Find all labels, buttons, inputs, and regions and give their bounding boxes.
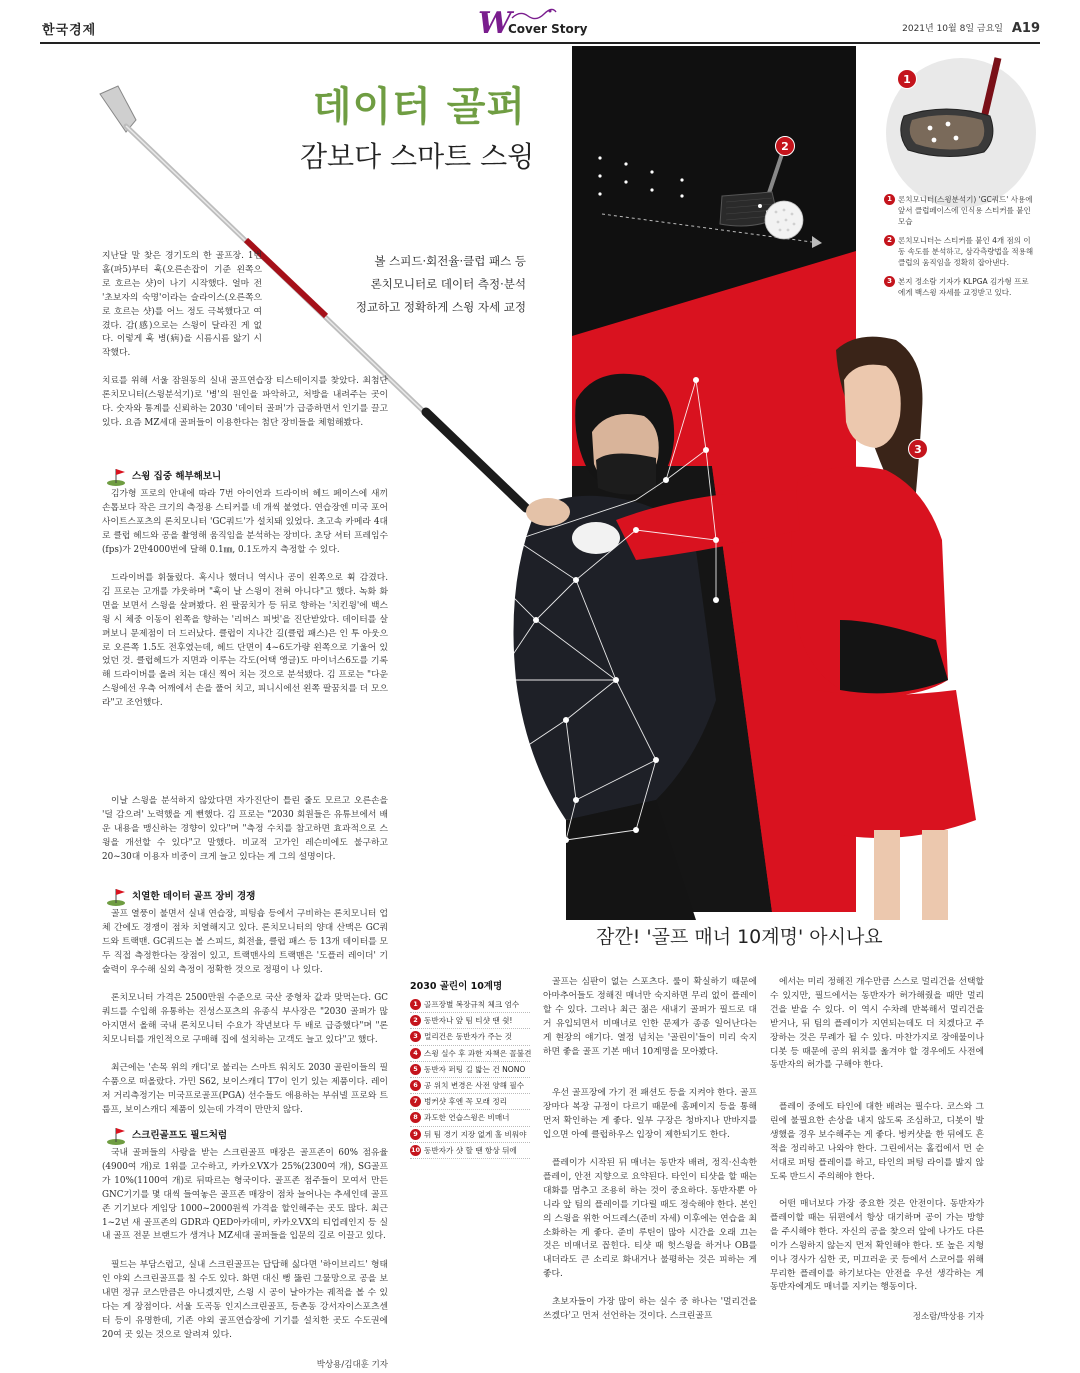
caption-item xyxy=(884,235,1034,268)
manners-column-2 xyxy=(770,976,984,1325)
golf-flag-icon xyxy=(106,467,128,487)
golf-flag-icon xyxy=(106,887,128,907)
caption-text: 론치모니터는 스티커를 붙인 4개 점의 이동 속도를 분석하고, 삼각측량법을 적용해 클럽의 움직임을 정확히 잡아낸다. xyxy=(898,236,1034,267)
rule-number: 9 xyxy=(410,1129,421,1140)
body-paragraph: 초보자들이 가장 많이 하는 실수 중 하나는 '멀리건을 쓰겠다'고 먼저 선언하는 것이다. 스크린골프 xyxy=(543,1297,757,1321)
body-paragraph: 플레이가 시작된 뒤 매너는 동반자 배려, 정직·신속한 플레이, 안전 지향으로 요약된다. 타인이 티샷을 할 때는 대화를 멈추고 조용히 하는 것이 중요하다. 동반자뿐 아니라 앞 팀의 플레이를 기다릴 때도 정숙해야 한다. 본인의 스윙을 위한 어드레스(준비 자세) 이후에는 연습을 최소화하는 게 좋다. 준비 루틴이 많아 시간을 오래 끄는 것은 비매너로 꼽힌다. 티샷 때 헛스윙을 하거나 OB를 내더라도 큰 소리로 화내거나 불평하는 것은 피하는 게 좋다. xyxy=(543,1158,757,1280)
body-paragraph: 에서는 미리 정해진 개수만큼 스스로 멀리건을 선택할 수 있지만, 필드에서는 동반자가 허가해줬을 때만 멀리건을 받을 수 있다. 이 역시 수차례 반복해서 멀리건을 받거나, 뒤 팀의 플레이가 지연되는데도 더 치겠다고 주장하는 것은 무례가 될 수 있다. 마찬가지로 장애물이나 디봇 등 때문에 공의 위치를 옮겨야 할 경우에도 사전에 동반자의 허가를 구해야 한다. xyxy=(770,977,984,1071)
ten-rules-box xyxy=(410,978,530,1159)
rule-text: 뒤 팀 경기 지장 없게 홀 비워야 xyxy=(424,1129,527,1139)
body-paragraph: 국내 골퍼들의 사랑을 받는 스크린골프 매장은 골프존이 60% 점유율(4900여 개)로 1위를 고수하고, 카카오VX가 25%(2300여 개), SG골프가 10%(1100여 개)로 뒤따르는 형국이다. 골프존 점주들이 모여서 만든 GNC기기를 몇 대씩 들여놓은 골프존 매장이 점차 늘어나는 추세인데 골프존 기기보다 게임당 1000~2000원씩 가격을 할인해주는 곳도 많다. 최근 1~2년 새 골프존의 GDR과 QED아카데미, 카카오VX의 티업레인지 등 실내 골프 전문 브랜드가 생겨나 MZ세대 골퍼들을 입문의 길로 이끌고 있다. xyxy=(102,1148,388,1242)
section-heading-text: 스윙 집중 해부해보니 xyxy=(132,471,222,482)
rule-item xyxy=(410,1062,530,1078)
rule-number: 3 xyxy=(410,1031,421,1042)
rule-number: 10 xyxy=(410,1145,421,1154)
ten-rules-list xyxy=(410,997,530,1159)
section-heading xyxy=(102,1126,388,1144)
issue-info xyxy=(902,21,1040,36)
article-intro xyxy=(102,250,388,459)
deck-line: 정교하고 정확하게 스윙 자세 교정 xyxy=(355,300,526,314)
body-paragraph: 드라이버를 휘둘렀다. 혹시나 했더니 역시나 공이 왼쪽으로 휙 감겼다. 김 프로는 고개를 갸웃하며 "훅이 날 스윙이 전혀 아니다"고 했다. 녹화 화면을 보면서 스윙을 살펴봤다. 왼 팔꿈치가 등 뒤로 향하는 '치킨윙'에 백스윙 시 체중 이동이 왼쪽을 향하는 '리버스 피벗'을 진단받았다. 데이터를 살펴보니 문제점이 더 드러났다. 클럽이 지나간 길(클럽 패스)은 인 투 아웃으로 오른쪽 1.5도 전후였는데, 헤드 단면이 4~6도가량 왼쪽으로 기울어 있었던 것. 클럽헤드가 지면과 이루는 각도(어택 앵글)도 마이너스6도를 기록해 드라이버를 올려 치는 대신 찍어 치는 것으로 분석됐다. 김 프로는 "다운스윙에선 우측 어깨에서 손을 풀어 치고, 피니시에선 왼쪽 팔꿈치를 더 모으라"고 조언했다. xyxy=(102,573,388,709)
headline: 데이터 골퍼 xyxy=(312,84,526,130)
rule-text: 동반자나 앞 팀 티샷 땐 쉿! xyxy=(424,1016,513,1026)
body-paragraph: 이날 스윙을 분석하지 않았다면 자가진단이 틀린 줄도 모르고 오른손을 '덜 감으려' 노력했을 게 뻔했다. 김 프로는 "2030 회원들은 유튜브에서 배운 내용을 맹신하는 경향이 있다"며 "측정 수치를 참고하면 효과적으로 스윙을 개선할 수 있다"고 말했다. 비교적 고가인 레슨비에도 불구하고 20~30대 이용자 비중이 크게 늘고 있다는 게 그의 설명이다. xyxy=(102,796,388,862)
body-paragraph: 최근에는 '손목 위의 캐디'로 불리는 스마트 워치도 2030 골린이들의 필수품으로 떠올랐다. 가민 S62, 보이스캐디 T7이 인기 있는 제품이다. 레이저 거리측정기는 미국프로골프(PGA) 선수들도 애용하는 부쉬넬 프로와 트룹프, 보이스캐디 제품이 있는데 가격이 만만치 않다. xyxy=(102,1063,388,1115)
rule-text: 과도한 연습스윙은 비매너 xyxy=(424,1113,510,1123)
rule-item xyxy=(410,1094,530,1110)
body-paragraph: 론치모니터 가격은 2500만원 수준으로 국산 중형차 값과 맞먹는다. GC쿼드를 수입해 유통하는 진성스포츠의 유종식 부사장은 "2030 골퍼가 많아지면서 올해 국내 론치모니터 수요가 작년보다 두 배로 급증했다"며 "론치모니터를 개인적으로 구매해 집에 설치하는 고객도 늘고 있다"고 했다. xyxy=(102,993,388,1045)
rule-number: 4 xyxy=(410,1048,421,1059)
rule-number: 8 xyxy=(410,1112,421,1123)
rule-text: 멀리건은 동반자가 주는 것 xyxy=(424,1032,512,1042)
rule-number: 2 xyxy=(410,1015,421,1026)
caption-number: 3 xyxy=(884,276,895,287)
intro-paragraph: 지난달 말 찾은 경기도의 한 골프장. 1번홀(파5)부터 훅(오른손잡이 기준 왼쪽으로 흐르는 샷)이 나기 시작했다. 얼마 전 '초보자의 숙명'이라는 슬라이스(오른쪽으로 흐르는 샷)를 어느 정도 극복했다고 여겼다. 감(感)으로는 스윙이 달라진 게 없다. 이렇게 훅 병(病)을 시름시름 앓기 시작했다. xyxy=(102,251,262,359)
callout-badge-2: 2 xyxy=(775,136,795,156)
section-heading-text: 치열한 데이터 골프 장비 경쟁 xyxy=(132,891,256,902)
rule-number: 6 xyxy=(410,1080,421,1091)
article-byline: 박상용/김대훈 기자 xyxy=(316,1360,388,1370)
deck-line: 론치모니터로 데이터 측정·분석 xyxy=(370,277,526,291)
body-paragraph: 골프 열풍이 불면서 실내 연습장, 피팅숍 등에서 구비하는 론치모니터 업체 간에도 경쟁이 점차 치열해지고 있다. 론치모니터의 양대 산맥은 GC쿼드와 트랙맨. GC쿼드는 볼 스피드, 회전율, 클럽 패스 등 13개 데이터를 모두 직접 측정한다는 장점이 있고, 트랙맨사의 트랙맨은 '도플러 레이더' 기술력이 우수해 실외 측정이 정확한 것으로 정평이 나 있다. xyxy=(102,909,388,975)
logo-wave-icon xyxy=(510,8,558,22)
body-paragraph: 우선 골프장에 가기 전 패션도 등을 지켜야 한다. 골프장마다 복장 규정이 다르기 때문에 홈페이지 등을 통해 먼저 확인하는 게 좋다. 일부 구장은 청바지나 반바지를 입으면 아예 클럽하우스 입장이 제한되기도 한다. xyxy=(543,1088,757,1140)
rule-text: 골프장별 복장규칙 체크 엄수 xyxy=(424,1000,520,1009)
callout-badge-1: 1 xyxy=(897,69,917,89)
rule-text: 동반자 퍼팅 길 밟는 건 NONO xyxy=(424,1064,526,1074)
body-paragraph: 필드는 부담스럽고, 실내 스크린골프는 답답해 싫다면 '하이브리드' 형태인 야외 스크린골프를 칠 수도 있다. 화면 대신 뻥 뚫린 그물망으로 공을 보내면 정규 코스만큼은 아니겠지만, 스윙 시 공이 날아가는 궤적을 볼 수 있다는 게 장점이다. 서울 도곡동 인지스크린골프, 등촌동 강서자이스포츠센터 등이 유명한데, 기존 야외 골프연습장에 기기를 설치한 곳도 수도권에 20여 곳 있는 것으로 알려져 있다. xyxy=(102,1260,388,1340)
subheadline: 감보다 스마트 스윙 xyxy=(300,140,535,173)
manners-byline: 정소람/박상용 기자 xyxy=(912,1312,984,1322)
body-paragraph: 골프는 심판이 없는 스포츠다. 룰이 확실하기 때문에 아마추어들도 정해진 매너만 숙지하면 무리 없이 플레이할 수 있다. 그러나 최근 젊은 새내기 골퍼가 필드로 대거 유입되면서 비매너로 인한 문제가 종종 일어난다는 게 현장의 얘기다. 열정 넘치는 '골린이'들이 미리 숙지하면 좋을 골프 기본 매너 10계명을 모아봤다. xyxy=(543,977,757,1057)
rule-text: 동반자가 샷 할 땐 항상 뒤에 xyxy=(424,1145,517,1155)
rule-item xyxy=(410,1046,530,1062)
rule-text: 스윙 실수 후 과한 자책은 꼴불견 xyxy=(424,1048,532,1058)
rule-item xyxy=(410,1143,530,1159)
newspaper-name: 한국경제 xyxy=(42,23,97,38)
body-paragraph: 김가형 프로의 안내에 따라 7번 아이언과 드라이버 헤드 페이스에 새끼손톱보다 작은 크기의 측정용 스티커를 네 개씩 붙였다. 연습장엔 미국 포어사이트스포츠의 론치모니터 'GC쿼드'가 설치돼 있었다. 초고속 카메라 4대로 클럽 헤드와 공을 촬영해 움직임을 분석하는 장비다. 초당 셔터 프레임수(fps)가 2만4000번에 달해 0.1㎜, 0.1도까지 측정할 수 있다. xyxy=(102,489,388,555)
caption-text: 론치모니터(스윙분석기) 'GC쿼드' 사용에 앞서 클럽페이스에 인식용 스티커를 붙인 모습 xyxy=(898,195,1033,226)
manners-title: 잠깐! '골프 매너 10계명' 아시나요 xyxy=(596,926,883,948)
section-heading xyxy=(102,887,388,905)
logo-letter: W xyxy=(478,6,512,41)
rule-number: 1 xyxy=(410,999,421,1010)
photo-captions xyxy=(884,194,1034,306)
body-paragraph: 어떤 매너보다 가장 중요한 것은 안전이다. 동반자가 플레이할 때는 뒤편에서 항상 대기하며 공이 가는 방향을 주시해야 한다. 자신의 공을 찾으러 앞에 나가도 다른 이가 스윙하지 않는지 먼저 확인해야 한다. 또 높은 지형이나 경사가 심한 곳, 미끄러운 곳 등에서 스코어를 위해 무리한 플레이를 하기보다는 안전을 우선 생각하는 게 동반자에게도 매너를 지키는 행동이다. xyxy=(770,1199,984,1293)
body-paragraph: 플레이 중에도 타인에 대한 배려는 필수다. 코스와 그린에 불필요한 손상을 내지 않도록 조심하고, 디봇이 발생했을 경우 보수해주는 게 좋다. 벙커샷을 한 뒤에도 흔적을 정리하고 나와야 한다. 그린에서는 홀컵에서 먼 순서대로 퍼팅 플레이를 하고, 타인의 퍼팅 라이를 밟지 않도록 반드시 주의해야 한다. xyxy=(770,1102,984,1182)
callout-badge-3: 3 xyxy=(908,439,928,459)
rule-item xyxy=(410,1127,530,1143)
section-heading xyxy=(102,467,388,485)
rule-number: 7 xyxy=(410,1096,421,1107)
instructor-figure xyxy=(514,374,717,920)
masthead xyxy=(40,6,1040,44)
manners-column-1 xyxy=(543,976,757,1324)
golf-flag-icon xyxy=(106,1126,128,1146)
rule-item xyxy=(410,1029,530,1045)
section-heading-text: 스크린골프도 필드처럼 xyxy=(132,1130,228,1141)
issue-date: 2021년 10월 8일 금요일 xyxy=(902,24,1003,34)
caption-item xyxy=(884,276,1034,298)
rule-item xyxy=(410,1078,530,1094)
caption-number: 1 xyxy=(884,194,895,205)
rule-text: 벙커샷 후엔 꼭 모래 정리 xyxy=(424,1097,508,1107)
caption-text: 본지 정소람 기자가 KLPGA 김가형 프로에게 백스윙 자세를 교정받고 있다. xyxy=(898,277,1029,297)
section-name: Cover Story xyxy=(508,22,588,36)
page-number: A19 xyxy=(1011,21,1040,36)
rule-item xyxy=(410,997,530,1013)
rule-item xyxy=(410,1013,530,1029)
caption-number: 2 xyxy=(884,235,895,246)
caption-item xyxy=(884,194,1034,227)
body-paragraph: 치료를 위해 서울 잠원동의 실내 골프연습장 티스테이지를 찾았다. 최첨단 론치모니터(스윙분석기)로 '병'의 원인을 파악하고, 처방을 내려주는 곳이다. 숫자와 통계를 신뢰하는 2030 '데이터 골퍼'가 급증하면서 인기를 끌고 있다. 요즘 MZ세대 골퍼들이 이용한다는 첨단 장비들을 체험해봤다. xyxy=(102,376,388,428)
ten-rules-title: 2030 골린이 10계명 xyxy=(410,981,503,992)
rule-item xyxy=(410,1110,530,1126)
rule-number: 5 xyxy=(410,1064,421,1075)
rule-text: 공 위치 변경은 사전 양해 필수 xyxy=(424,1080,525,1090)
deck-line: 볼 스피드·회전율·클럽 패스 등 xyxy=(374,254,526,268)
main-article xyxy=(102,250,388,1373)
